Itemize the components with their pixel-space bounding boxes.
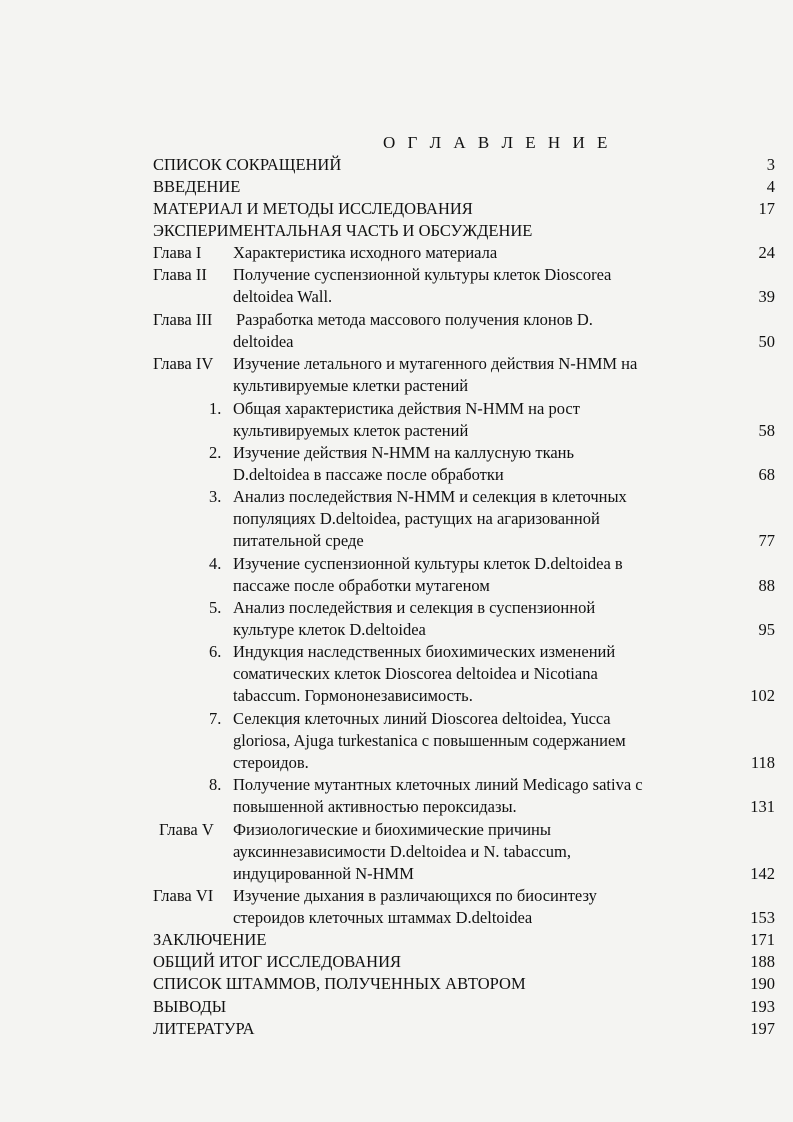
toc-entry: СПИСОК ШТАММОВ, ПОЛУЧЕННЫХ АВТОРОМ 190	[153, 974, 775, 993]
toc-chapter: Глава V Физиологические и биохимические причины	[159, 820, 551, 839]
toc-chapter-cont: deltoidea Wall. 39	[233, 287, 775, 306]
toc-subentry: 1. Общая характеристика действия N-НММ на рост	[209, 399, 580, 418]
toc-entry: МАТЕРИАЛ И МЕТОДЫ ИССЛЕДОВАНИЯ 17	[153, 199, 775, 218]
toc-entry: ВВЕДЕНИЕ 4	[153, 177, 775, 196]
toc-entry: ОБЩИЙ ИТОГ ИССЛЕДОВАНИЯ 188	[153, 952, 775, 971]
toc-entry: ЛИТЕРАТУРА 197	[153, 1019, 775, 1038]
toc-entry: ВЫВОДЫ 193	[153, 997, 775, 1016]
toc-subentry-cont: D.deltoidea в пассаже после обработки 68	[233, 465, 775, 484]
toc-chapter: Глава III Разработка метода массового получения клонов D.	[153, 310, 593, 329]
toc-subentry-cont: стероидов. 118	[233, 753, 775, 772]
toc-entry: ЗАКЛЮЧЕНИЕ 171	[153, 930, 775, 949]
toc-subentry: 6. Индукция наследственных биохимических изменений	[209, 642, 616, 661]
toc-subentry-cont: питательной среде 77	[233, 531, 775, 550]
toc-entry: СПИСОК СОКРАЩЕНИЙ 3	[153, 155, 775, 174]
toc-heading: О Г Л А В Л Е Н И Е	[383, 133, 612, 152]
toc-subentry: 5. Анализ последействия и селекция в суспензионной	[209, 598, 596, 617]
toc-chapter: Глава I Характеристика исходного материала 24	[153, 243, 775, 262]
toc-chapter: Глава VI Изучение дыхания в различающихся по биосинтезу	[153, 886, 597, 905]
toc-chapter: Глава IV Изучение летального и мутагенного действия N-НММ на	[153, 354, 638, 373]
toc-chapter-cont: культивируемые клетки растений	[233, 376, 469, 395]
toc-subentry-cont: пассаже после обработки мутагеном 88	[233, 576, 775, 595]
toc-subentry: 3. Анализ последействия N-НММ и селекция в клеточных	[209, 487, 627, 506]
toc-subentry-cont: культивируемых клеток растений 58	[233, 421, 775, 440]
toc-subentry: 7. Селекция клеточных линий Dioscorea deltoidea, Yucca	[209, 709, 611, 728]
toc-subentry: 8. Получение мутантных клеточных линий Medicago sativa с	[209, 775, 643, 794]
toc-subentry: 2. Изучение действия N-НММ на каллусную ткань	[209, 443, 575, 462]
toc-entry: ЭКСПЕРИМЕНТАЛЬНАЯ ЧАСТЬ И ОБСУЖДЕНИЕ	[153, 221, 533, 240]
toc-chapter-cont: индуцированной N-НММ 142	[233, 864, 775, 883]
toc-subentry: 4. Изучение суспензионной культуры клеток D.deltoidea в	[209, 554, 623, 573]
toc-chapter-cont: deltoidea 50	[233, 332, 775, 351]
toc-chapter: Глава II Получение суспензионной культуры клеток Dioscorea	[153, 265, 612, 284]
toc-chapter-cont: ауксиннезависимости D.deltoidea и N. tabaccum,	[233, 842, 571, 861]
toc-subentry-cont: gloriosa, Ajuga turkestanica с повышенным содержанием	[233, 731, 626, 750]
toc-chapter-cont: стероидов клеточных штаммах D.deltoidea 153	[233, 908, 775, 927]
toc-subentry-cont: tabaccum. Гормононезависимость. 102	[233, 686, 775, 705]
toc-subentry-cont: популяциях D.deltoidea, растущих на агаризованной	[233, 509, 600, 528]
toc-subentry-cont: соматических клеток Dioscorea deltoidea и Nicotiana	[233, 664, 598, 683]
toc-subentry-cont: культуре клеток D.deltoidea 95	[233, 620, 775, 639]
toc-subentry-cont: повышенной активностью пероксидазы. 131	[233, 797, 775, 816]
